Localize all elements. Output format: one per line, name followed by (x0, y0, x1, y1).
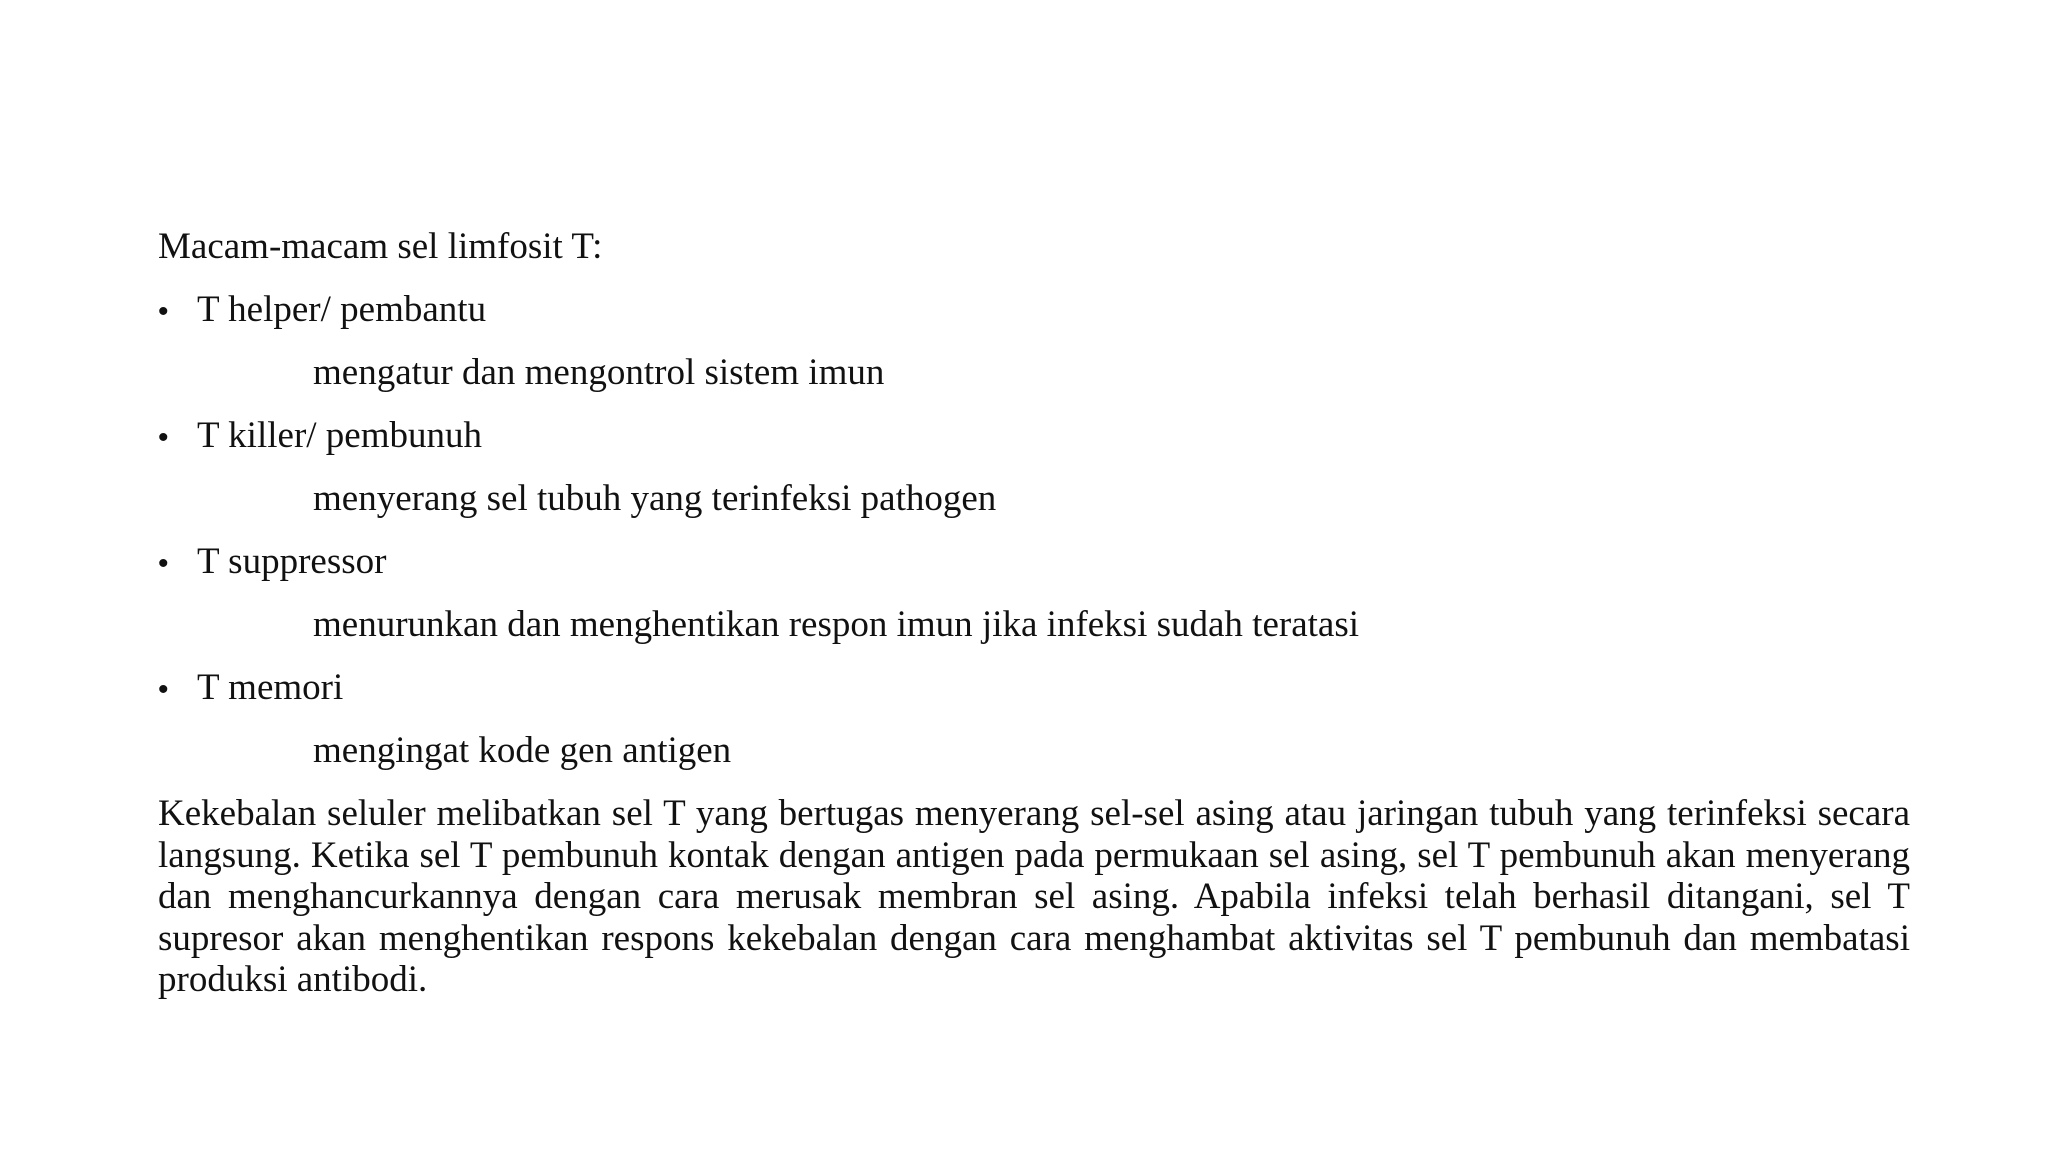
bullet-icon: • (158, 295, 169, 328)
bullet-title: T killer/ pembunuh (197, 415, 482, 456)
bullet-icon: • (158, 421, 169, 454)
bullet-description: mengatur dan mengontrol sistem imun (313, 352, 885, 393)
bullet-title: T helper/ pembantu (197, 289, 487, 330)
bullet-item-t-killer (158, 415, 1910, 520)
bullet-title: T suppressor (197, 541, 387, 582)
bullet-item-t-memori (158, 667, 1910, 772)
bullet-description: menurunkan dan menghentikan respon imun jika infeksi sudah teratasi (313, 604, 1360, 645)
slide-content (158, 226, 1910, 1001)
slide-heading: Macam-macam sel limfosit T: (158, 226, 603, 267)
bullet-line (158, 541, 1910, 583)
bullet-description: mengingat kode gen antigen (313, 730, 732, 771)
bullet-line (158, 415, 1910, 457)
bullet-item-t-helper (158, 289, 1910, 394)
bullet-icon: • (158, 547, 169, 580)
bullet-description: menyerang sel tubuh yang terinfeksi pathogen (313, 478, 997, 519)
bullet-line (158, 289, 1910, 331)
bullet-item-t-suppressor (158, 541, 1910, 646)
bullet-line (158, 667, 1910, 709)
bullet-icon: • (158, 673, 169, 706)
body-paragraph: Kekebalan seluler melibatkan sel T yang bertugas menyerang sel-sel asing atau jaringan tubuh yang terinfeksi secara langsung. Ketika sel T pembunuh kontak dengan antigen pada permukaan sel asing, sel T pembunuh akan menyerang dan menghancurkannya dengan cara merusak membran sel asing. Apabila infeksi telah berhasil ditangani, sel T supresor akan menghentikan respons kekebalan dengan cara menghambat aktivitas sel T pembunuh dan membatasi produksi antibodi. (158, 793, 1910, 1000)
bullet-title: T memori (197, 667, 344, 708)
